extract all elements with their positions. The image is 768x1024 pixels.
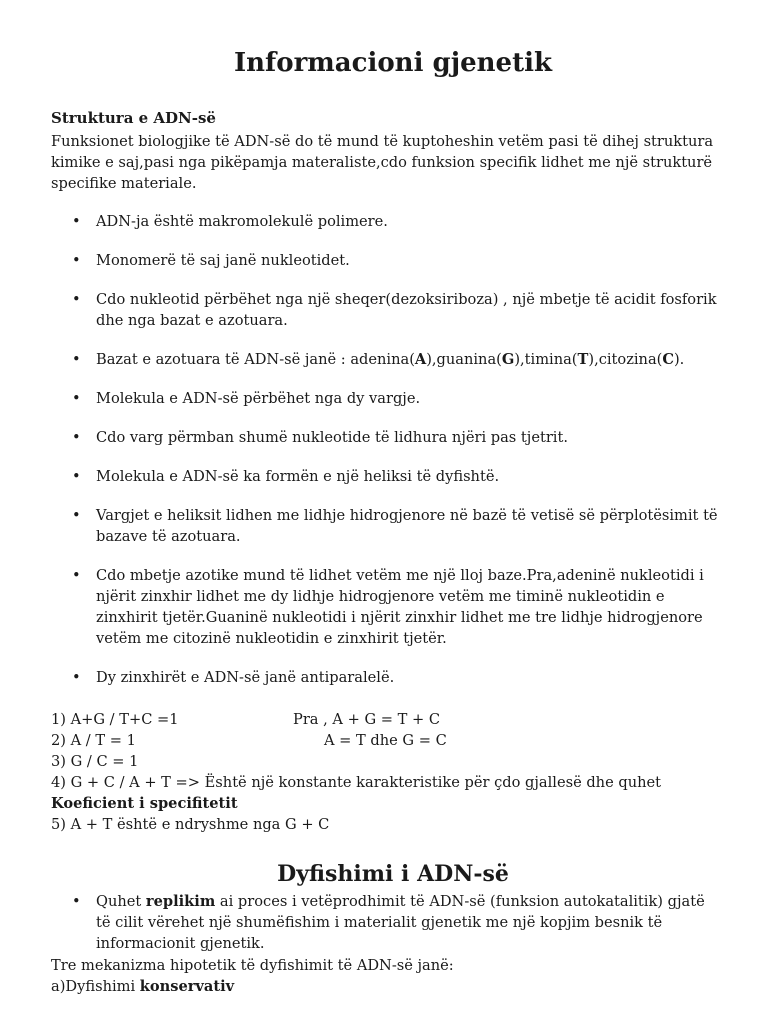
bullet-icon: • bbox=[72, 893, 81, 910]
list-item-text: ADN-ja është makromolekulë polimere. bbox=[96, 213, 388, 230]
list-item-text: Cdo mbetje azotike mund të lidhet vetëm me një lloj baze.Pra,adeninë nukleotidi i njërit zinxhir lidhet me dy lidhje hidrogjenore vetëm me timinë nukleotidin e zinxhirit tjetër.Guaninë nukleotidi i njërit zinxhir lidhet me tre lidhje hidrogjenore vetëm me citozinë nukleotidin e zinxhirit tjetër. bbox=[96, 567, 704, 647]
list-item-text: Cdo varg përmban shumë nukleotide të lidhura njëri pas tjetrit. bbox=[96, 429, 568, 446]
base-guanine: G bbox=[501, 351, 515, 368]
bases-sep: ),guanina( bbox=[426, 351, 502, 368]
formula-2-left: 2) A / T = 1 bbox=[51, 732, 136, 749]
list-item-text: Dy zinxhirët e ADN-së janë antiparalelë. bbox=[96, 669, 395, 686]
intro-paragraph: Funksionet biologjike të ADN-së do të mund të kuptoheshin vetëm pasi të dihej struktura kimike e saj,pasi nga pikëpamja materaliste,cdo funksion specifik lidhet me një strukturë specifike materiale. bbox=[51, 133, 714, 192]
formula-block bbox=[51, 709, 731, 835]
formula-1-right: Pra , A + G = T + C bbox=[293, 711, 441, 728]
replication-bullet-list bbox=[51, 891, 721, 954]
document-title: Informacioni gjenetik bbox=[233, 48, 552, 78]
list-item-text: Monomerë të saj janë nukleotidet. bbox=[96, 252, 350, 269]
bullet-icon: • bbox=[72, 351, 81, 368]
bullet-icon: • bbox=[72, 291, 81, 308]
bases-prefix: Bazat e azotuara të ADN-së janë : adenina( bbox=[96, 351, 415, 368]
list-item bbox=[51, 505, 721, 547]
replication-term: replikim bbox=[145, 893, 216, 910]
bullet-icon: • bbox=[72, 213, 81, 230]
base-adenine: A bbox=[414, 351, 427, 368]
list-item bbox=[51, 211, 721, 232]
list-item bbox=[51, 388, 721, 409]
bullet-icon: • bbox=[72, 390, 81, 407]
section-heading-structure: Struktura e ADN-së bbox=[51, 109, 216, 127]
list-item bbox=[51, 891, 721, 954]
section-heading-replication: Dyfishimi i ADN-së bbox=[277, 861, 509, 887]
mechanism-a bbox=[51, 976, 731, 997]
formula-1-left: 1) A+G / T+C =1 bbox=[51, 711, 179, 728]
bullet-icon: • bbox=[72, 429, 81, 446]
list-item bbox=[51, 466, 721, 487]
mechanisms-intro: Tre mekanizma hipotetik të dyfishimit të ADN-së janë: bbox=[51, 957, 454, 974]
mechanism-a-term: konservativ bbox=[139, 978, 235, 995]
bases-suffix: ). bbox=[673, 351, 685, 368]
list-item-text: Molekula e ADN-së përbëhet nga dy vargje. bbox=[96, 390, 421, 407]
list-item-bases bbox=[51, 349, 721, 370]
formula-line-1 bbox=[51, 709, 731, 730]
list-item-text: Cdo nukleotid përbëhet nga një sheqer(dezoksiriboza) , një mbetje të acidit fosforik dhe nga bazat e azotuara. bbox=[96, 291, 717, 329]
list-item bbox=[51, 427, 721, 448]
bullet-icon: • bbox=[72, 669, 81, 686]
list-item-text: Molekula e ADN-së ka formën e një heliksi të dyfishtë. bbox=[96, 468, 500, 485]
formula-line-2 bbox=[51, 730, 731, 751]
base-cytosine: C bbox=[662, 351, 674, 368]
bases-sep: ),timina( bbox=[514, 351, 578, 368]
formula-line-4-term: Koeficient i specifitetit bbox=[51, 795, 238, 812]
list-item bbox=[51, 565, 721, 649]
bullet-icon: • bbox=[72, 507, 81, 524]
formula-line-3: 3) G / C = 1 bbox=[51, 753, 139, 770]
formula-line-5: 5) A + T është e ndryshme nga G + C bbox=[51, 816, 330, 833]
replication-text-post: ai proces i vetëprodhimit të ADN-së (funksion autokatalitik) gjatë të cilit vërehet një shumëfishim i materialit gjenetik me një kopjim besnik të informacionit gjenetik. bbox=[96, 893, 705, 952]
bullet-icon: • bbox=[72, 567, 81, 584]
bullet-icon: • bbox=[72, 468, 81, 485]
structure-bullet-list bbox=[51, 211, 721, 688]
formula-2-right: A = T dhe G = C bbox=[324, 732, 447, 749]
list-item bbox=[51, 250, 721, 271]
formula-line-4: 4) G + C / A + T => Është një konstante karakteristike për çdo gjallesë dhe quhet bbox=[51, 774, 662, 791]
bullet-icon: • bbox=[72, 252, 81, 269]
bases-sep: ),citozina( bbox=[588, 351, 663, 368]
base-thymine: T bbox=[577, 351, 589, 368]
replication-mechanisms bbox=[51, 955, 731, 997]
mechanism-a-label: a)Dyfishimi bbox=[51, 978, 140, 995]
list-item-text: Vargjet e heliksit lidhen me lidhje hidrogjenore në bazë të vetisë së përplotësimit të bazave të azotuara. bbox=[96, 507, 718, 545]
list-item bbox=[51, 289, 721, 331]
list-item bbox=[51, 667, 721, 688]
replication-text-pre: Quhet bbox=[96, 893, 146, 910]
